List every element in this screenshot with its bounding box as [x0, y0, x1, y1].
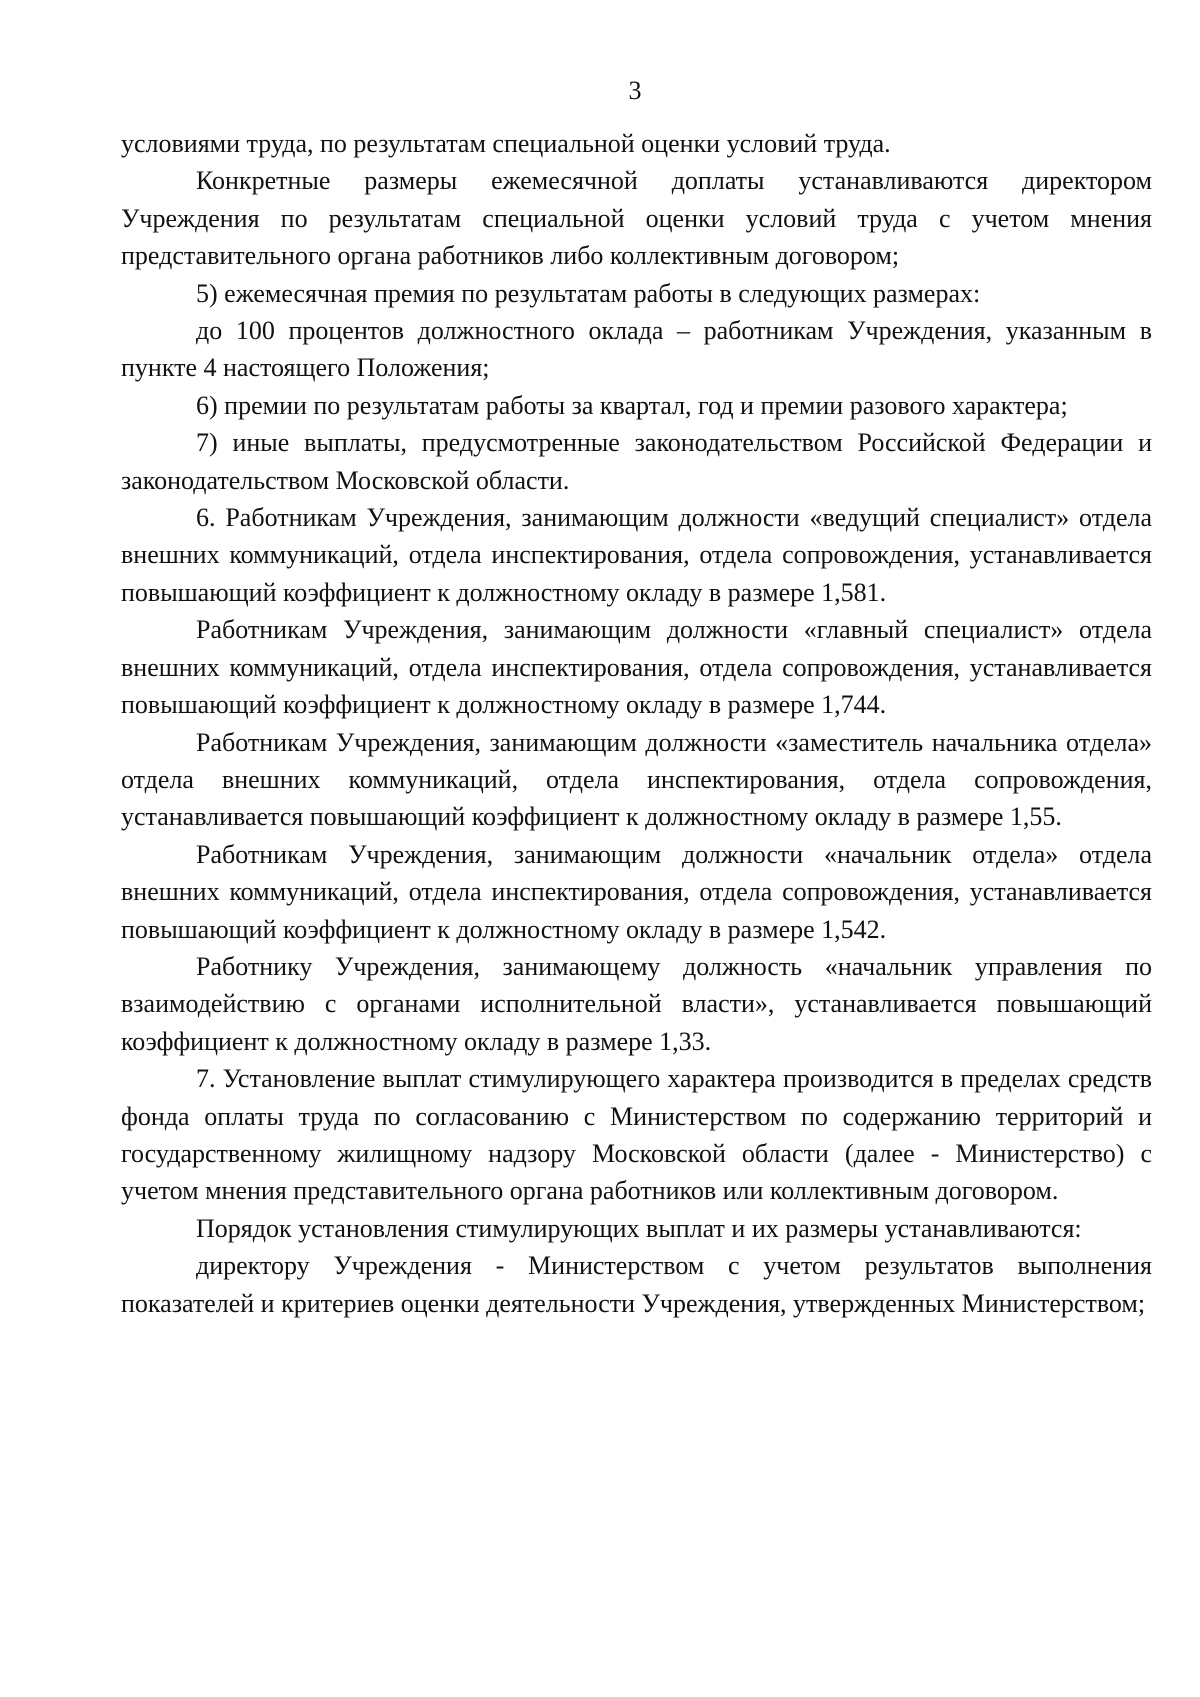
- paragraph-continuation: условиями труда, по результатам специальной оценки условий труда.: [121, 129, 891, 158]
- list-item-5: 5) ежемесячная премия по результатам работы в следующих размерах:: [196, 278, 981, 308]
- paragraph-premium-100: до 100 процентов должностного оклада – работникам Учреждения, указанным в пункте 4 настоящего Положения;: [121, 316, 1152, 383]
- list-item-6: 6) премии по результатам работы за квартал, год и премии разового характера;: [196, 390, 1068, 420]
- paragraph-department-head: Работникам Учреждения, занимающим должности «начальник отдела» отдела внешних коммуникаций, отдела инспектирования, отдела сопровождения, устанавливается повышающий коэффициент к должностному окладу в размере 1,542.: [121, 839, 1152, 944]
- paragraph-doplata-sizes: Конкретные размеры ежемесячной доплаты устанавливаются директором Учреждения по результатам специальной оценки условий труда с учетом мнения представительного органа работников либо коллективным договором;: [121, 166, 1152, 271]
- paragraph-procedure: Порядок установления стимулирующих выплат и их размеры устанавливаются:: [196, 1213, 1082, 1243]
- clause-7-incentive-payments: 7. Установление выплат стимулирующего характера производится в пределах средств фонда оплаты труда по согласованию с Министерством по содержанию территорий и государственному жилищному надзору Московской области (далее - Министерство) с учетом мнения представительного органа работников или коллективным договором.: [121, 1064, 1152, 1206]
- page-number: 3: [628, 76, 642, 105]
- paragraph-chief-specialist: Работникам Учреждения, занимающим должности «главный специалист» отдела внешних коммуникаций, отдела инспектирования, отдела сопровождения, устанавливается повышающий коэффициент к должностному окладу в размере 1,744.: [121, 615, 1152, 720]
- paragraph-director: директору Учреждения - Министерством с учетом результатов выполнения показателей и критериев оценки деятельности Учреждения, утвержденных Министерством;: [121, 1251, 1152, 1318]
- paragraph-directorate-head: Работнику Учреждения, занимающему должность «начальник управления по взаимодействию с органами исполнительной власти», устанавливается повышающий коэффициент к должностному окладу в размере 1,33.: [121, 951, 1152, 1056]
- list-item-7: 7) иные выплаты, предусмотренные законодательством Российской Федерации и законодательством Московской области.: [121, 428, 1152, 495]
- clause-6-leading-specialist: 6. Работникам Учреждения, занимающим должности «ведущий специалист» отдела внешних коммуникаций, отдела инспектирования, отдела сопровождения, устанавливается повышающий коэффициент к должностному окладу в размере 1,581.: [121, 503, 1152, 607]
- document-body: [121, 125, 1152, 1322]
- paragraph-deputy-head: Работникам Учреждения, занимающим должности «заместитель начальника отдела» отдела внешних коммуникаций, отдела инспектирования, отдела сопровождения, устанавливается повышающий коэффициент к должностному окладу в размере 1,55.: [121, 727, 1152, 832]
